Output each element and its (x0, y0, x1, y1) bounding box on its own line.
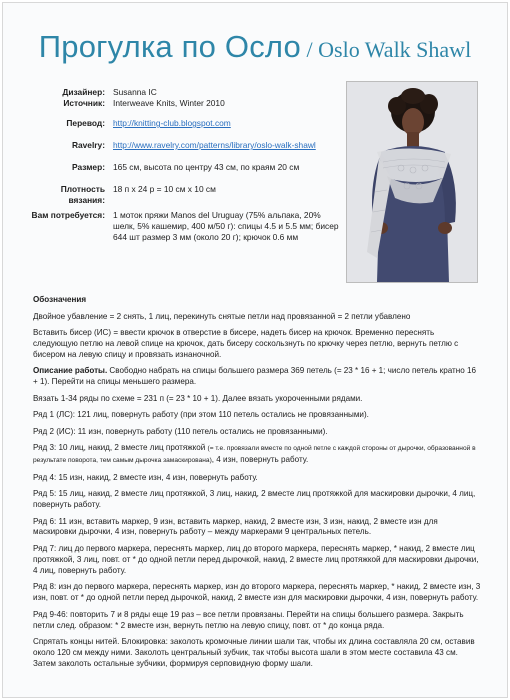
info-row-size (31, 162, 343, 173)
work-description-heading: Описание работы. (33, 366, 108, 376)
info-row-ravelry (31, 140, 343, 151)
work-description (33, 366, 481, 388)
info-row-designer (31, 87, 343, 98)
page-title (3, 29, 507, 65)
info-row-materials (31, 210, 343, 243)
info-key: Ravelry: (71, 140, 105, 150)
row-1: Ряд 1 (ЛС): 121 лиц, повернуть работу (при этом 110 петель остались не провязанными). (33, 410, 369, 420)
info-row-source (31, 98, 343, 109)
title-russian: Прогулка по Осло (38, 29, 302, 64)
info-key: Размер: (72, 162, 105, 172)
info-key: Вам потребуется: (31, 210, 105, 220)
translation-link[interactable]: http://knitting-club.blogspot.com (113, 118, 231, 128)
ravelry-link[interactable]: http://www.ravelry.com/patterns/library/oslo-walk-shawl (113, 140, 316, 150)
work-description-text: Свободно набрать на спицы большего размера 369 петель (= 23 * 16 + 1; число петель кратно 16 + 1). Перейти на спицы меньшего размера. (33, 366, 476, 387)
row-7: Ряд 7: лиц до первого маркера, переснять маркер, лиц до второго маркера, переснять маркер, * накид, 2 вместе лиц протяжкой, 3 лиц, повт. от * до одной петли перед дырочкой, накид, 2 вместе лиц протяжкой для маскировки дырочки, 4 лиц, повернуть работу. (33, 543, 479, 575)
row-3 (33, 443, 481, 467)
legend-heading: Обозначения (33, 295, 87, 304)
title-english: Oslo Walk Shawl (318, 37, 472, 62)
shawl-photo-illustration (347, 82, 477, 282)
row-5: Ряд 5: 15 лиц, накид, 2 вместе лиц протяжкой, 3 лиц, накид, 2 вместе лиц протяжкой для маскировки дырочки, 4 лиц, повернуть работу. (33, 489, 476, 510)
info-key: Плотность вязания: (60, 184, 105, 205)
row-6: Ряд 6: 11 изн, вставить маркер, 9 изн, вставить маркер, накид, 2 вместе изн, 3 изн, накид, 2 вместе изн для маскировки дырочки, 4 изн, повернуть работу – между маркерами 9 центральных петель. (33, 516, 438, 537)
info-row-translation (31, 118, 343, 129)
row-8: Ряд 8: изн до первого маркера, переснять маркер, изн до второго маркера, переснять маркер, * накид, 2 вместе изн, 3 изн, повт. от * до одной петли перед дырочкой, накид, 2 вместе изн для маскировки дырочки, 4 изн, повернуть работу. (33, 582, 481, 603)
pattern-instructions (33, 295, 481, 675)
info-value: Susanna IC (113, 87, 157, 97)
document-page (2, 2, 508, 698)
finishing: Спрятать концы нитей. Блокировка: заколоть кромочные линии шали так, чтобы их длина составляла 20 см, оставив около 120 см между ними. Заколоть центральный зубчик, так чтобы высота шали в этом месте составила 43 см. Затем заколоть остальные зубчики, формируя серповидную форму шали. (33, 637, 475, 668)
info-key: Источник: (63, 98, 105, 108)
model-photo (346, 81, 478, 283)
info-row-gauge (31, 184, 343, 206)
row-4: Ряд 4: 15 изн, накид, 2 вместе изн, 4 изн, повернуть работу. (33, 472, 258, 482)
chart-instruction: Вязать 1-34 ряды по схеме = 231 п (= 23 * 10 + 1). Далее вязать укороченными рядами. (33, 393, 363, 403)
info-value: 165 см, высота по центру 43 см, по краям 20 см (113, 162, 300, 172)
legend-bead-insertion: Вставить бисер (ИС) = ввести крючок в отверстие в бисере, надеть бисер на крючок. Временно переснять следующую петлю на левой спице на крючок, дать бисеру соскользнуть по крючку через петлю, вернуть петлю с бисером на левую спицу и провязать изнаночной. (33, 328, 459, 359)
pattern-info-table (31, 87, 343, 243)
title-separator: / (301, 37, 319, 62)
row-3-start: Ряд 3: 10 лиц, накид, 2 вместе лиц протяжкой (33, 443, 208, 453)
info-key: Перевод: (66, 118, 105, 128)
row-9-46: Ряд 9-46: повторить 7 и 8 ряды еще 19 раз – все петли провязаны. Перейти на спицы большего размера. Закрыть петли след. образом: * 2 вместе изн, вернуть петлю на левую спицу, повт. от * до конца ряда. (33, 609, 464, 630)
info-value: 18 п х 24 р = 10 см х 10 см (113, 184, 216, 194)
row-2: Ряд 2 (ИС): 11 изн, повернуть работу (110 петель остались не провязанными). (33, 426, 328, 436)
info-value: Interweave Knits, Winter 2010 (113, 98, 225, 108)
info-value: 1 моток пряжи Manos del Uruguay (75% альпака, 20% шелк, 5% кашемир, 400 м/50 г): спицы 4.5 и 5.5 мм; бисер 644 шт размер 3 мм (около 20 г); крючок 0.6 мм (113, 210, 339, 242)
row-3-end: , 4 изн, повернуть работу. (211, 455, 309, 465)
legend-double-decrease: Двойное убавление = 2 снять, 1 лиц, перекинуть снятые петли над провязанной = 2 петли убавлено (33, 311, 411, 321)
row-3-note: (= т.е. провязали вместе по одной петле с каждой стороны от дырочки, образованной в результате поворота, тем самым дырочка замаскирована) (33, 445, 476, 465)
info-key: Дизайнер: (62, 87, 105, 97)
